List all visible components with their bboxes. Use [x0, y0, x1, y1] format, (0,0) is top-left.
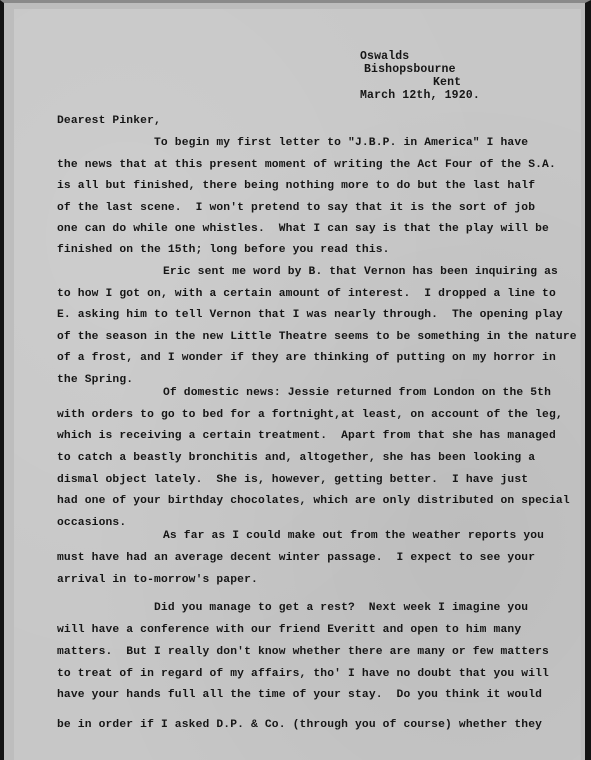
body-line: E. asking him to tell Vernon that I was nearly through. The opening play [57, 309, 563, 321]
body-line: To begin my first letter to "J.B.P. in America" I have [154, 137, 529, 149]
body-line: the news that at this present moment of writing the Act Four of the S.A. [57, 159, 556, 171]
body-line: with orders to go to bed for a fortnight,at least, on account of the leg, [57, 409, 563, 421]
body-line: Eric sent me word by B. that Vernon has been inquiring as [163, 266, 558, 278]
letter-sheet [14, 9, 581, 760]
body-line: matters. But I really don't know whether there are many or few matters [57, 646, 549, 658]
body-line: the Spring. [57, 374, 134, 386]
body-line: to how I got on, with a certain amount of interest. I dropped a line to [57, 288, 556, 300]
body-line: arrival in to-morrow's paper. [57, 574, 258, 586]
body-line: is all but finished, there being nothing more to do but the last half [57, 180, 536, 192]
body-line: of a frost, and I wonder if they are thinking of putting on my horror in [57, 352, 556, 364]
body-line: occasions. [57, 517, 127, 529]
body-line: of the last scene. I won't pretend to say that it is the sort of job [57, 202, 536, 214]
salutation: Dearest Pinker, [57, 115, 161, 127]
body-line: finished on the 15th; long before you read this. [57, 244, 390, 256]
body-line: of the season in the new Little Theatre seems to be something in the nature [57, 331, 577, 343]
body-line: one can do while one whistles. What I can say is that the play will be [57, 223, 549, 235]
letter-date: March 12th, 1920. [360, 89, 480, 102]
body-line: have your hands full all the time of your stay. Do you think it would [57, 689, 543, 701]
address-line-3: Kent [433, 76, 462, 89]
body-line: be in order if I asked D.P. & Co. (through you of course) whether they [57, 719, 543, 731]
body-line: to treat of in regard of my affairs, tho' I have no doubt that you will [57, 668, 549, 680]
body-line: As far as I could make out from the weather reports you [163, 530, 545, 542]
body-line: which is receiving a certain treatment. Apart from that she has managed [57, 430, 556, 442]
body-line: Of domestic news: Jessie returned from London on the 5th [163, 387, 552, 399]
address-line-2: Bishopsbourne [364, 63, 456, 76]
address-line-1: Oswalds [360, 50, 410, 63]
body-line: Did you manage to get a rest? Next week I imagine you [154, 602, 529, 614]
body-line: to catch a beastly bronchitis and, altogether, she has been looking a [57, 452, 536, 464]
body-line: will have a conference with our friend Everitt and open to him many [57, 624, 522, 636]
body-line: dismal object lately. She is, however, getting better. I have just [57, 474, 529, 486]
body-line: must have had an average decent winter passage. I expect to see your [57, 552, 536, 564]
body-line: had one of your birthday chocolates, which are only distributed on special [57, 495, 570, 507]
